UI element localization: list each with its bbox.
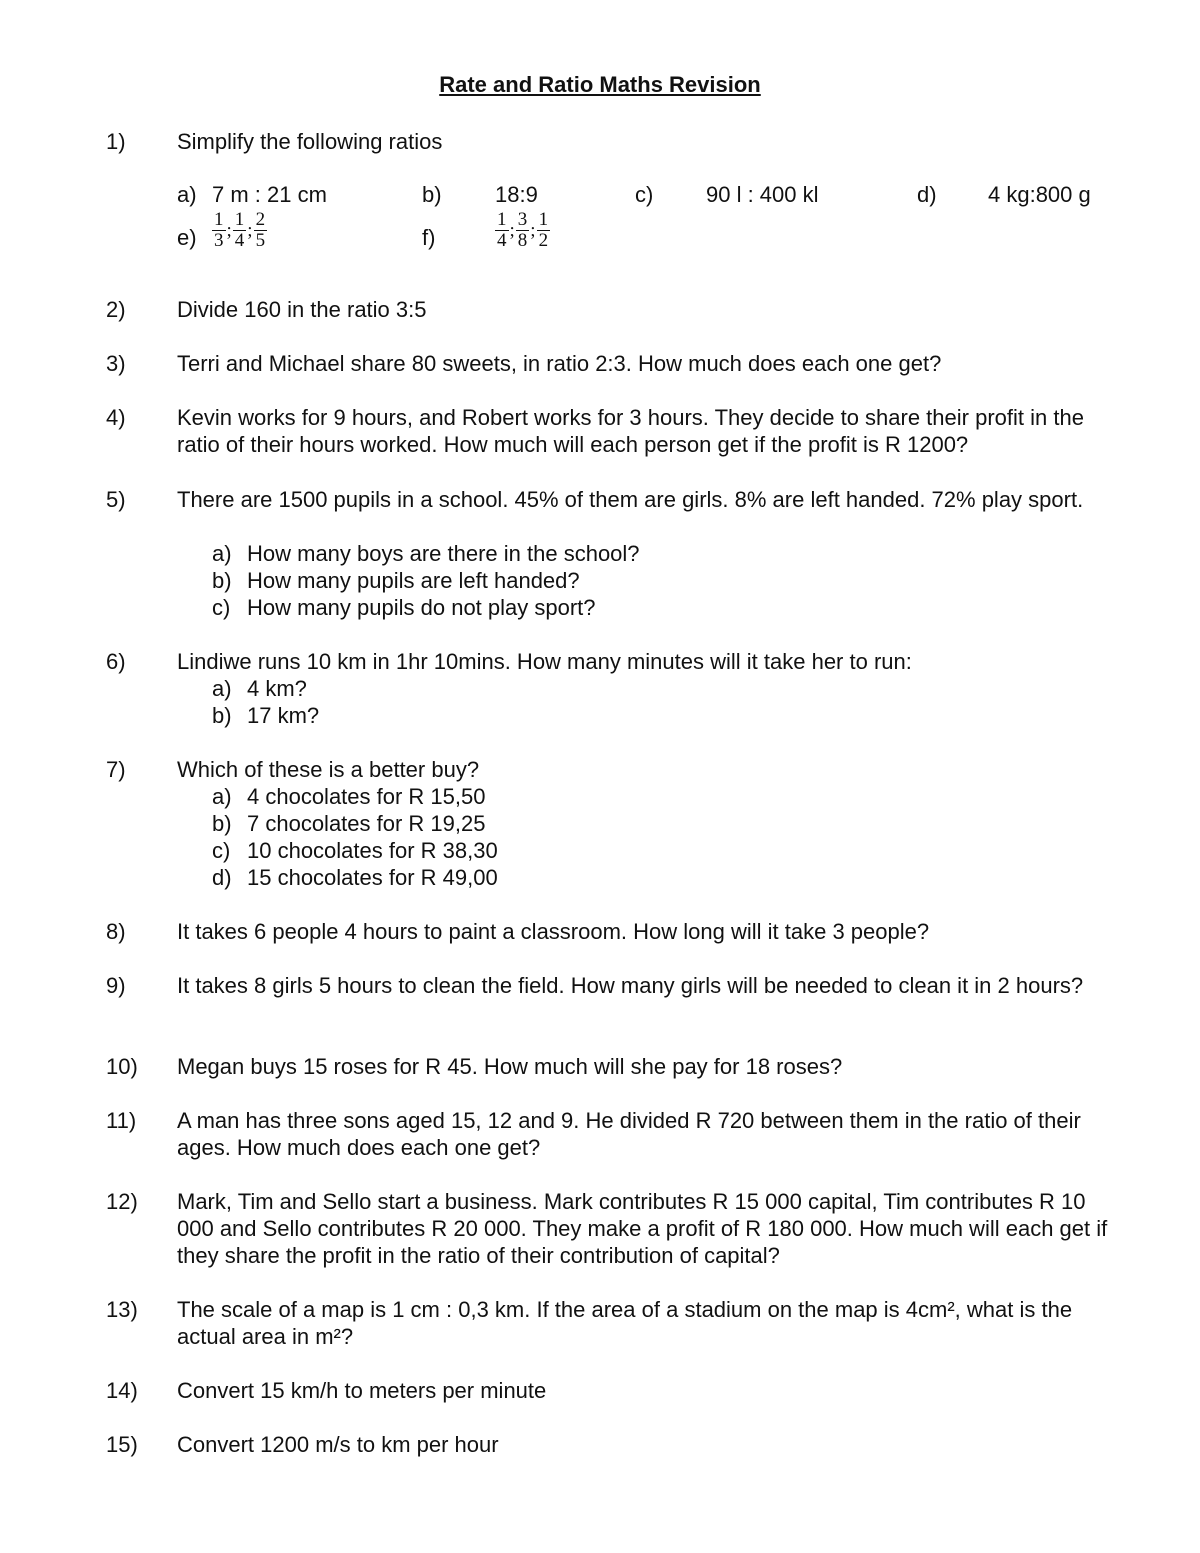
sub-text: How many pupils do not play sport?	[247, 595, 596, 620]
question-number-2: 2)	[106, 297, 126, 322]
numerator: 2	[255, 209, 266, 230]
q1-d-value: 4 kg:800 g	[988, 182, 1091, 207]
question-11-text: A man has three sons aged 15, 12 and 9. He divided R 720 between them in the ratio of their ages. How much does each one get?	[177, 1108, 1081, 1160]
numerator: 3	[517, 209, 528, 230]
fraction	[233, 210, 247, 251]
sub-label: a)	[212, 541, 232, 566]
question-number-11: 11)	[106, 1108, 137, 1133]
sub-label: d)	[212, 865, 232, 890]
denominator: 4	[234, 230, 245, 251]
question-number-10: 10)	[106, 1054, 138, 1079]
q1-f-label: f)	[422, 225, 436, 250]
question-2-text: Divide 160 in the ratio 3:5	[177, 297, 427, 322]
q7-sub-b	[212, 810, 485, 837]
q7-sub-c	[212, 837, 498, 864]
denominator: 3	[214, 230, 224, 251]
q1-a-value: 7 m : 21 cm	[212, 182, 327, 207]
question-4-text: Kevin works for 9 hours, and Robert works for 3 hours. They decide to share their profit in the ratio of their hours worked. How much will each person get if the profit is R 1200?	[177, 405, 1084, 457]
question-number-13: 13)	[106, 1297, 138, 1322]
denominator: 8	[517, 230, 528, 251]
question-10-text: Megan buys 15 roses for R 45. How much will she pay for 18 roses?	[177, 1054, 843, 1079]
sub-label: b)	[212, 811, 232, 836]
denominator: 2	[538, 230, 549, 251]
question-5-text: There are 1500 pupils in a school. 45% of them are girls. 8% are left handed. 72% play sport.	[177, 487, 1084, 512]
question-8-text: It takes 6 people 4 hours to paint a classroom. How long will it take 3 people?	[177, 919, 930, 944]
q6-sub-b	[212, 702, 319, 729]
q1-d-label: d)	[917, 182, 937, 207]
sub-label: c)	[212, 595, 231, 620]
q1-c-label: c)	[635, 182, 654, 207]
q1-f-fractions	[494, 210, 551, 251]
sub-label: c)	[212, 838, 231, 863]
question-13-text: The scale of a map is 1 cm : 0,3 km. If the area of a stadium on the map is 4cm², what is the actual area in m²?	[177, 1297, 1073, 1349]
sub-label: b)	[212, 703, 232, 728]
question-number-9: 9)	[106, 973, 126, 998]
numerator: 1	[497, 209, 507, 230]
sub-text: 4 chocolates for R 15,50	[247, 784, 486, 809]
sub-text: 4 km?	[247, 676, 307, 701]
question-1-text: Simplify the following ratios	[177, 129, 443, 154]
question-6-text: Lindiwe runs 10 km in 1hr 10mins. How many minutes will it take her to run:	[177, 649, 912, 674]
numerator: 1	[214, 209, 224, 230]
question-number-7: 7)	[106, 757, 126, 782]
question-14-text: Convert 15 km/h to meters per minute	[177, 1378, 547, 1403]
question-number-12: 12)	[106, 1189, 138, 1214]
sub-label: b)	[212, 568, 232, 593]
denominator: 5	[255, 230, 266, 251]
question-number-4: 4)	[106, 405, 126, 430]
question-7-text: Which of these is a better buy?	[177, 757, 480, 782]
sub-text: 7 chocolates for R 19,25	[247, 811, 486, 836]
question-number-1: 1)	[106, 129, 126, 154]
sub-label: a)	[212, 784, 232, 809]
question-3-text: Terri and Michael share 80 sweets, in ratio 2:3. How much does each one get?	[177, 351, 942, 376]
page-title: Rate and Ratio Maths Revision	[439, 72, 761, 97]
fraction	[537, 210, 551, 251]
q5-sub-b	[212, 567, 580, 594]
question-number-5: 5)	[106, 487, 126, 512]
ratio-separator: ;	[509, 219, 515, 241]
q7-sub-a	[212, 783, 485, 810]
denominator: 4	[497, 230, 507, 251]
q1-e-label: e)	[177, 225, 197, 250]
sub-text: 15 chocolates for R 49,00	[247, 865, 498, 890]
numerator: 1	[538, 209, 549, 230]
fraction	[212, 210, 226, 251]
q5-sub-c	[212, 594, 596, 621]
q5-sub-a	[212, 540, 640, 567]
fraction	[516, 210, 530, 251]
q7-sub-d	[212, 864, 498, 891]
fraction	[254, 210, 268, 251]
question-number-15: 15)	[106, 1432, 138, 1457]
ratio-separator: ;	[530, 219, 536, 241]
q1-b-value: 18:9	[495, 182, 538, 207]
sub-label: a)	[212, 676, 232, 701]
q1-e-fractions	[211, 210, 268, 251]
ratio-separator: ;	[226, 219, 232, 241]
question-9-text: It takes 8 girls 5 hours to clean the field. How many girls will be needed to clean it in 2 hours?	[177, 973, 1084, 998]
question-number-14: 14)	[106, 1378, 138, 1403]
ratio-separator: ;	[247, 219, 253, 241]
sub-text: How many boys are there in the school?	[247, 541, 640, 566]
sub-text: 10 chocolates for R 38,30	[247, 838, 498, 863]
question-number-6: 6)	[106, 649, 126, 674]
q1-b-label: b)	[422, 182, 442, 207]
question-number-8: 8)	[106, 919, 126, 944]
q1-c-value: 90 l : 400 kl	[706, 182, 819, 207]
fraction	[495, 210, 509, 251]
numerator: 1	[234, 209, 245, 230]
q6-sub-a	[212, 675, 307, 702]
question-12-text: Mark, Tim and Sello start a business. Mark contributes R 15 000 capital, Tim contributes R 10 000 and Sello contributes R 20 000. They make a profit of R 180 000. How much will each get if they share the profit in the ratio of their contribution of capital?	[177, 1189, 1108, 1268]
question-15-text: Convert 1200 m/s to km per hour	[177, 1432, 499, 1457]
q1-a-label: a)	[177, 182, 197, 207]
sub-text: How many pupils are left handed?	[247, 568, 580, 593]
sub-text: 17 km?	[247, 703, 320, 728]
question-number-3: 3)	[106, 351, 126, 376]
